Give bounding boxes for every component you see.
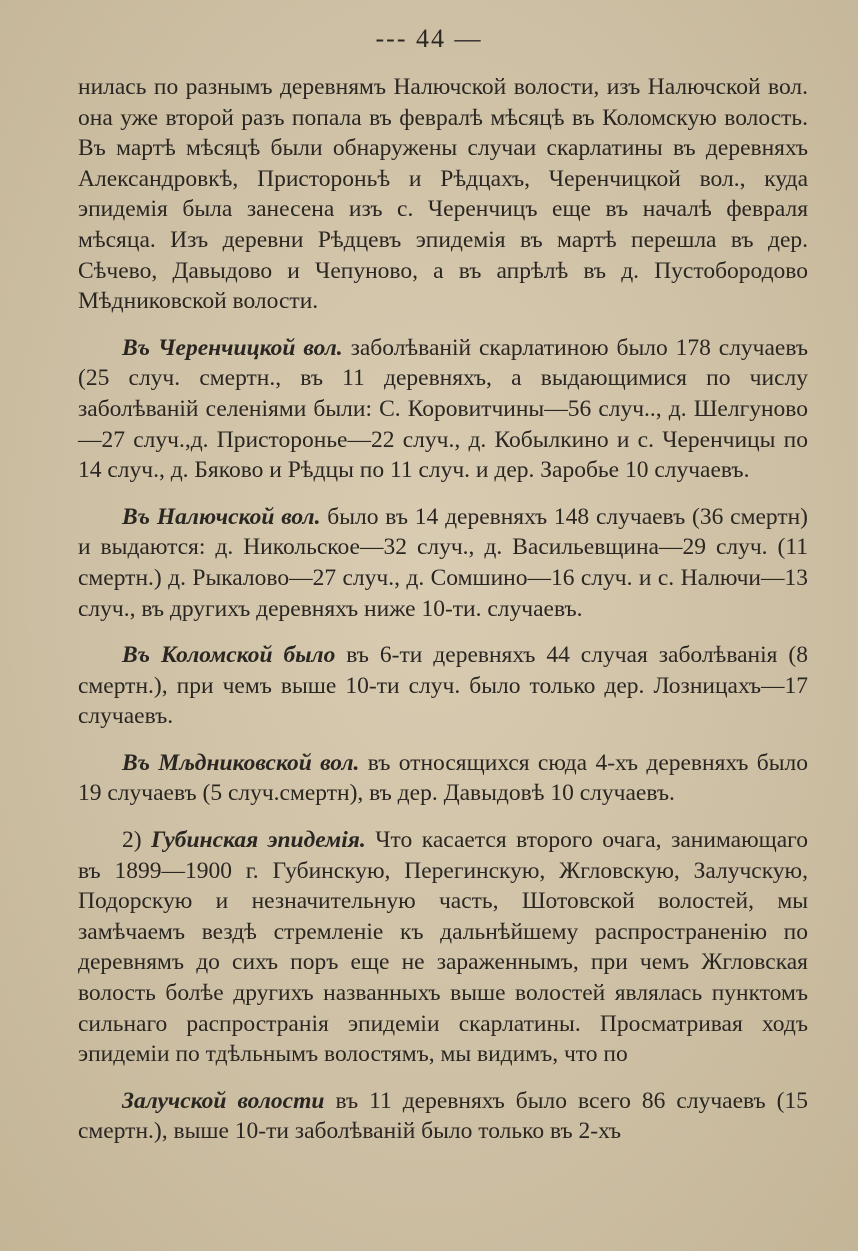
paragraph-text: заболѣваній скарлатиною было 178 случаевъ (25 случ. смертн., въ 11 деревняхъ, а выдающимися по числу заболѣваній селеніями были: С. Коровитчины—56 случ.., д. Шелгуново—27 случ.,д. Присторонье—22 случ., д. Кобылкино и с. Черенчицы по 14 случ., д. Бяково и Рѣдцы по 11 случ. и дер. Заробье 10 случаевъ. xyxy=(78,334,809,484)
paragraph-lead: Залучской волости xyxy=(122,1087,325,1114)
paragraph-text: было въ 14 деревняхъ 148 случаевъ (36 смертн) и выдаются: д. Никольское—32 случ., д. Васильевщина—29 случ. (11 смертн.) д. Рыкалово—27 случ., д. Сомшино—16 случ. и с. Налючи—13 случ., въ другихъ деревняхъ ниже 10-ти. случаевъ. xyxy=(78,503,808,622)
paragraph-cherenchitskaya xyxy=(78,333,808,486)
paragraph-prefix: 2) xyxy=(122,827,152,854)
paragraph-text: въ 11 деревняхъ было всего 86 случаевъ (15 смертн.), выше 10-ти заболѣваній было только въ 2-хъ xyxy=(78,1087,808,1145)
page-number: --- 44 — xyxy=(375,24,483,53)
paragraph-lead: Въ Черенчицкой вол. xyxy=(122,334,343,361)
paragraph-text: въ относящихся сюда 4-хъ деревняхъ было 19 случаевъ (5 случ.смертн), въ дер. Давыдовѣ 10 случаевъ. xyxy=(78,749,808,807)
paragraph-lead: Въ Коломской было xyxy=(122,642,336,669)
body-text xyxy=(78,72,808,1147)
paragraph-text: въ 6-ти деревняхъ 44 случая заболѣванія (8 смертн.), при чемъ выше 10-ти случ. было только дер. Лозницахъ—17 случаевъ. xyxy=(78,642,808,730)
paragraph-lead: Въ Мљдниковской вол. xyxy=(122,749,360,776)
paragraph-lead: Губинская эпидемія. xyxy=(151,827,366,854)
paragraph-kolomskaya xyxy=(78,640,808,732)
paragraph-lead: Въ Налючской вол. xyxy=(122,503,321,530)
paragraph-continuation xyxy=(78,72,808,317)
paragraph-mednikovskaya xyxy=(78,748,808,809)
paragraph-gubinskaya xyxy=(78,825,808,1070)
paragraph-text: Что касается второго очага, занимающаго въ 1899—1900 г. Губинскую, Перегинскую, Жгловскую, Залучскую, Подорскую и незначительную часть, Шотовской волостей, мы замѣчаемъ вездѣ стремленіе къ дальнѣйшему распространенію по деревнямъ до сихъ поръ еще не зараженнымъ, при чемъ Жгловская волость болѣе другихъ названныхъ выше волостей являлась пунктомъ сильнаго распространія эпидеміи скарлатины. Просматривая ходъ эпидеміи по тдѣльнымъ волостямъ, мы видимъ, что по xyxy=(78,827,808,1068)
paragraph-zaluchskaya xyxy=(78,1086,808,1147)
paragraph-text: нилась по разнымъ деревнямъ Налючской волости, изъ Налючской вол. она уже второй разъ попала въ февралѣ мѣсяцѣ въ Коломскую волость. Въ мартѣ мѣсяцѣ были обнаружены случаи скарлатины въ деревняхъ Александровкѣ, Пристороньѣ и Рѣдцахъ, Черенчицкой вол., куда эпидемія была занесена изъ с. Черенчицъ еще въ началѣ февраля мѣсяца. Изъ деревни Рѣдцевъ эпидемія въ мартѣ перешла въ дер. Сѣчево, Давыдово и Чепуново, а въ апрѣлѣ въ д. Пустобородово Мѣдниковской волости. xyxy=(78,74,808,315)
paragraph-nalyuchskaya xyxy=(78,502,808,624)
